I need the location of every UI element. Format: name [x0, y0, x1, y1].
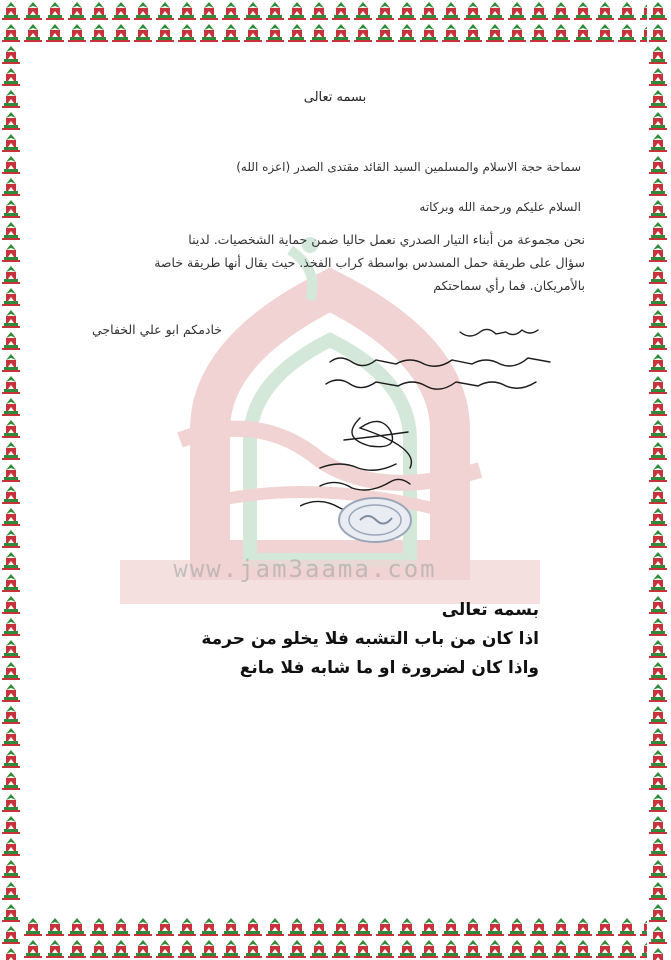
round-seal-stamp-icon [336, 496, 414, 544]
decorative-border-left [0, 0, 24, 960]
decorative-border-right [647, 0, 671, 960]
letter-body [95, 228, 585, 297]
letter-addressee: سماحة حجة الاسلام والمسلمين السيد القائد مقتدى الصدر (اعزه الله) [236, 160, 581, 174]
watermark-url: www.jam3aama.com [173, 555, 437, 583]
letter-body-line: نحن مجموعة من أبناء التيار الصدري نعمل حاليا ضمن حماية الشخصيات. لدينا [188, 232, 585, 247]
transcription-line: اذا كان من باب التشبه فلا يخلو من حرمة [201, 629, 539, 649]
letter-body-line: بالأمريكان. فما رأي سماحتكم [433, 278, 585, 293]
letter-opening: بسمه تعالى [303, 90, 367, 105]
letter-body-line: سؤال على طريقة حمل المسدس بواسطة كراب الفخذ. حيث يقال أنها طريقة خاصة [154, 255, 585, 270]
decorative-border-top [0, 0, 671, 44]
letter-greeting: السلام عليكم ورحمة الله وبركاته [419, 200, 581, 214]
reply-transcription [79, 596, 539, 683]
letter-signer: خادمكم ابو علي الخفاجي [92, 322, 222, 337]
decorative-border-bottom [0, 916, 671, 960]
transcription-line: واذا كان لضرورة او ما شابه فلا مانع [239, 658, 539, 678]
transcription-line: بسمه تعالى [441, 600, 539, 620]
